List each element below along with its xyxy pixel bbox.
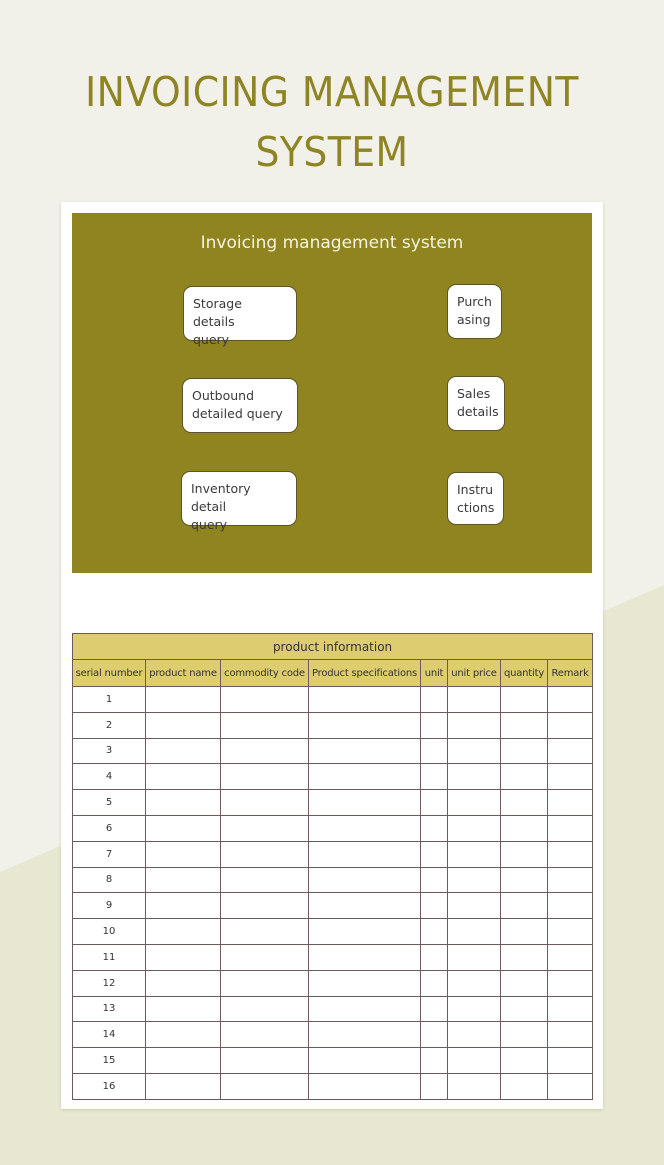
table-cell[interactable] <box>146 1048 221 1074</box>
table-cell[interactable] <box>501 687 548 713</box>
spreadsheet-sheet <box>61 202 603 1109</box>
column-header-unit: unit <box>421 660 448 687</box>
table-cell[interactable] <box>501 1073 548 1099</box>
table-cell[interactable] <box>309 815 421 841</box>
serial-number-cell: 15 <box>73 1048 146 1074</box>
table-cell[interactable] <box>146 1022 221 1048</box>
table-cell[interactable] <box>309 944 421 970</box>
table-cell[interactable] <box>309 970 421 996</box>
table-cell[interactable] <box>221 687 309 713</box>
table-cell[interactable] <box>146 841 221 867</box>
table-cell[interactable] <box>221 996 309 1022</box>
table-row <box>73 1048 593 1074</box>
table-cell[interactable] <box>421 893 448 919</box>
table-row <box>73 919 593 945</box>
serial-number-cell: 8 <box>73 867 146 893</box>
table-cell[interactable] <box>309 1022 421 1048</box>
table-row <box>73 841 593 867</box>
table-cell[interactable] <box>448 893 501 919</box>
table-cell[interactable] <box>501 1048 548 1074</box>
table-cell[interactable] <box>221 1048 309 1074</box>
table-cell[interactable] <box>448 944 501 970</box>
table-cell[interactable] <box>309 1073 421 1099</box>
table-cell[interactable] <box>309 764 421 790</box>
table-cell[interactable] <box>221 764 309 790</box>
table-cell[interactable] <box>448 996 501 1022</box>
table-cell[interactable] <box>309 1048 421 1074</box>
table-row <box>73 867 593 893</box>
table-caption: product information <box>73 634 593 660</box>
column-header-quantity: quantity <box>501 660 548 687</box>
outbound-detailed-query-button[interactable] <box>182 378 298 433</box>
table-cell[interactable] <box>421 996 448 1022</box>
table-cell[interactable] <box>448 815 501 841</box>
page-title-line-2: SYSTEM <box>255 128 409 176</box>
table-cell[interactable] <box>501 919 548 945</box>
table-cell[interactable] <box>146 944 221 970</box>
table-cell[interactable] <box>548 867 593 893</box>
table-cell[interactable] <box>421 764 448 790</box>
table-cell[interactable] <box>448 867 501 893</box>
table-row <box>73 712 593 738</box>
table-cell[interactable] <box>548 841 593 867</box>
table-row <box>73 738 593 764</box>
table-cell[interactable] <box>146 1073 221 1099</box>
table-cell[interactable] <box>221 1022 309 1048</box>
table-cell[interactable] <box>421 944 448 970</box>
button-label-line: query <box>193 332 230 347</box>
table-cell[interactable] <box>448 790 501 816</box>
button-label-line: Purch <box>457 294 492 309</box>
table-cell[interactable] <box>448 970 501 996</box>
table-cell[interactable] <box>501 738 548 764</box>
table-cell[interactable] <box>448 841 501 867</box>
button-label-line: Outbound <box>192 388 255 403</box>
table-cell[interactable] <box>501 996 548 1022</box>
table-cell[interactable] <box>448 764 501 790</box>
table-cell[interactable] <box>448 1073 501 1099</box>
serial-number-cell: 1 <box>73 687 146 713</box>
button-label-line: asing <box>457 312 491 327</box>
table-row <box>73 1022 593 1048</box>
table-row <box>73 970 593 996</box>
table-cell[interactable] <box>421 687 448 713</box>
serial-number-cell: 12 <box>73 970 146 996</box>
table-cell[interactable] <box>448 687 501 713</box>
serial-number-cell: 5 <box>73 790 146 816</box>
table-cell[interactable] <box>221 712 309 738</box>
table-cell[interactable] <box>146 970 221 996</box>
table-cell[interactable] <box>548 790 593 816</box>
table-cell[interactable] <box>146 687 221 713</box>
product-information-table <box>72 633 593 1100</box>
serial-number-cell: 4 <box>73 764 146 790</box>
table-cell[interactable] <box>309 738 421 764</box>
table-cell[interactable] <box>448 712 501 738</box>
serial-number-cell: 2 <box>73 712 146 738</box>
table-cell[interactable] <box>548 764 593 790</box>
table-cell[interactable] <box>421 970 448 996</box>
storage-details-query-button[interactable] <box>183 286 297 347</box>
table-cell[interactable] <box>146 996 221 1022</box>
table-cell[interactable] <box>221 841 309 867</box>
serial-number-cell: 7 <box>73 841 146 867</box>
table-cell[interactable] <box>548 1048 593 1074</box>
table-cell[interactable] <box>146 867 221 893</box>
serial-number-cell: 9 <box>73 893 146 919</box>
table-cell[interactable] <box>221 790 309 816</box>
page-title <box>27 62 638 182</box>
inventory-detail-query-button[interactable] <box>181 471 297 532</box>
column-header-remark: Remark <box>548 660 593 687</box>
table-cell[interactable] <box>146 893 221 919</box>
table-cell[interactable] <box>421 1048 448 1074</box>
table-cell[interactable] <box>309 867 421 893</box>
table-cell[interactable] <box>421 867 448 893</box>
table-cell[interactable] <box>548 712 593 738</box>
serial-number-cell: 13 <box>73 996 146 1022</box>
button-label-line: Storage details <box>193 296 242 329</box>
table-cell[interactable] <box>548 815 593 841</box>
serial-number-cell: 3 <box>73 738 146 764</box>
table-cell[interactable] <box>146 738 221 764</box>
table-cell[interactable] <box>146 790 221 816</box>
sales-details-button[interactable] <box>447 376 505 431</box>
button-label-line: ctions <box>457 500 495 515</box>
button-label-line: Instru <box>457 482 494 497</box>
table-cell[interactable] <box>421 712 448 738</box>
serial-number-cell: 6 <box>73 815 146 841</box>
table-cell[interactable] <box>501 841 548 867</box>
table-row <box>73 815 593 841</box>
table-cell[interactable] <box>309 893 421 919</box>
table-cell[interactable] <box>501 764 548 790</box>
table-cell[interactable] <box>548 1022 593 1048</box>
serial-number-cell: 14 <box>73 1022 146 1048</box>
table-cell[interactable] <box>421 815 448 841</box>
table-cell[interactable] <box>548 1073 593 1099</box>
serial-number-cell: 10 <box>73 919 146 945</box>
column-header-serial-number: serial number <box>73 660 146 687</box>
table-cell[interactable] <box>421 1022 448 1048</box>
table-cell[interactable] <box>421 919 448 945</box>
column-header-product-name: product name <box>146 660 221 687</box>
table-cell[interactable] <box>501 970 548 996</box>
table-row <box>73 764 593 790</box>
table-cell[interactable] <box>309 712 421 738</box>
table-cell[interactable] <box>548 687 593 713</box>
table-cell[interactable] <box>448 738 501 764</box>
table-cell[interactable] <box>548 996 593 1022</box>
column-header-unit-price: unit price <box>448 660 501 687</box>
table-cell[interactable] <box>501 712 548 738</box>
table-cell[interactable] <box>221 919 309 945</box>
table-cell[interactable] <box>421 1073 448 1099</box>
table-cell[interactable] <box>309 996 421 1022</box>
table-cell[interactable] <box>221 944 309 970</box>
table-row <box>73 893 593 919</box>
table-cell[interactable] <box>146 815 221 841</box>
table-cell[interactable] <box>448 919 501 945</box>
table-cell[interactable] <box>448 1048 501 1074</box>
table-cell[interactable] <box>421 841 448 867</box>
table-cell[interactable] <box>221 970 309 996</box>
serial-number-cell: 11 <box>73 944 146 970</box>
table-cell[interactable] <box>448 1022 501 1048</box>
table-row <box>73 1073 593 1099</box>
table-cell[interactable] <box>548 970 593 996</box>
button-label-line: details <box>457 404 499 419</box>
column-header-commodity-code: commodity code <box>221 660 309 687</box>
banner-title: Invoicing management system <box>200 233 464 253</box>
table-cell[interactable] <box>146 764 221 790</box>
table-cell[interactable] <box>501 790 548 816</box>
table-cell[interactable] <box>309 790 421 816</box>
table-cell[interactable] <box>501 944 548 970</box>
table-cell[interactable] <box>421 738 448 764</box>
button-label-line: Inventory detail <box>191 481 251 514</box>
table-cell[interactable] <box>309 841 421 867</box>
table-row <box>73 687 593 713</box>
column-header-product-specifications: Product specifications <box>309 660 421 687</box>
table-cell[interactable] <box>146 919 221 945</box>
table-cell[interactable] <box>221 1073 309 1099</box>
table-cell[interactable] <box>548 893 593 919</box>
table-cell[interactable] <box>501 1022 548 1048</box>
table-cell[interactable] <box>309 687 421 713</box>
table-row <box>73 944 593 970</box>
table-cell[interactable] <box>309 919 421 945</box>
table-row <box>73 996 593 1022</box>
button-label-line: detailed query <box>192 406 283 421</box>
button-label-line: query <box>191 517 228 532</box>
table-cell[interactable] <box>501 815 548 841</box>
table-cell[interactable] <box>548 919 593 945</box>
table-cell[interactable] <box>421 790 448 816</box>
table-cell[interactable] <box>221 893 309 919</box>
table-cell[interactable] <box>501 867 548 893</box>
page-title-line-1: INVOICING MANAGEMENT <box>85 68 579 116</box>
table-cell[interactable] <box>548 738 593 764</box>
navigation-banner <box>72 213 592 573</box>
instructions-button[interactable] <box>447 472 504 525</box>
button-label-line: Sales <box>457 386 491 401</box>
purchasing-button[interactable] <box>447 284 502 339</box>
serial-number-cell: 16 <box>73 1073 146 1099</box>
table-cell[interactable] <box>501 893 548 919</box>
table-cell[interactable] <box>221 815 309 841</box>
table-row <box>73 790 593 816</box>
table-cell[interactable] <box>221 738 309 764</box>
table-cell[interactable] <box>221 867 309 893</box>
table-cell[interactable] <box>146 712 221 738</box>
table-cell[interactable] <box>548 944 593 970</box>
